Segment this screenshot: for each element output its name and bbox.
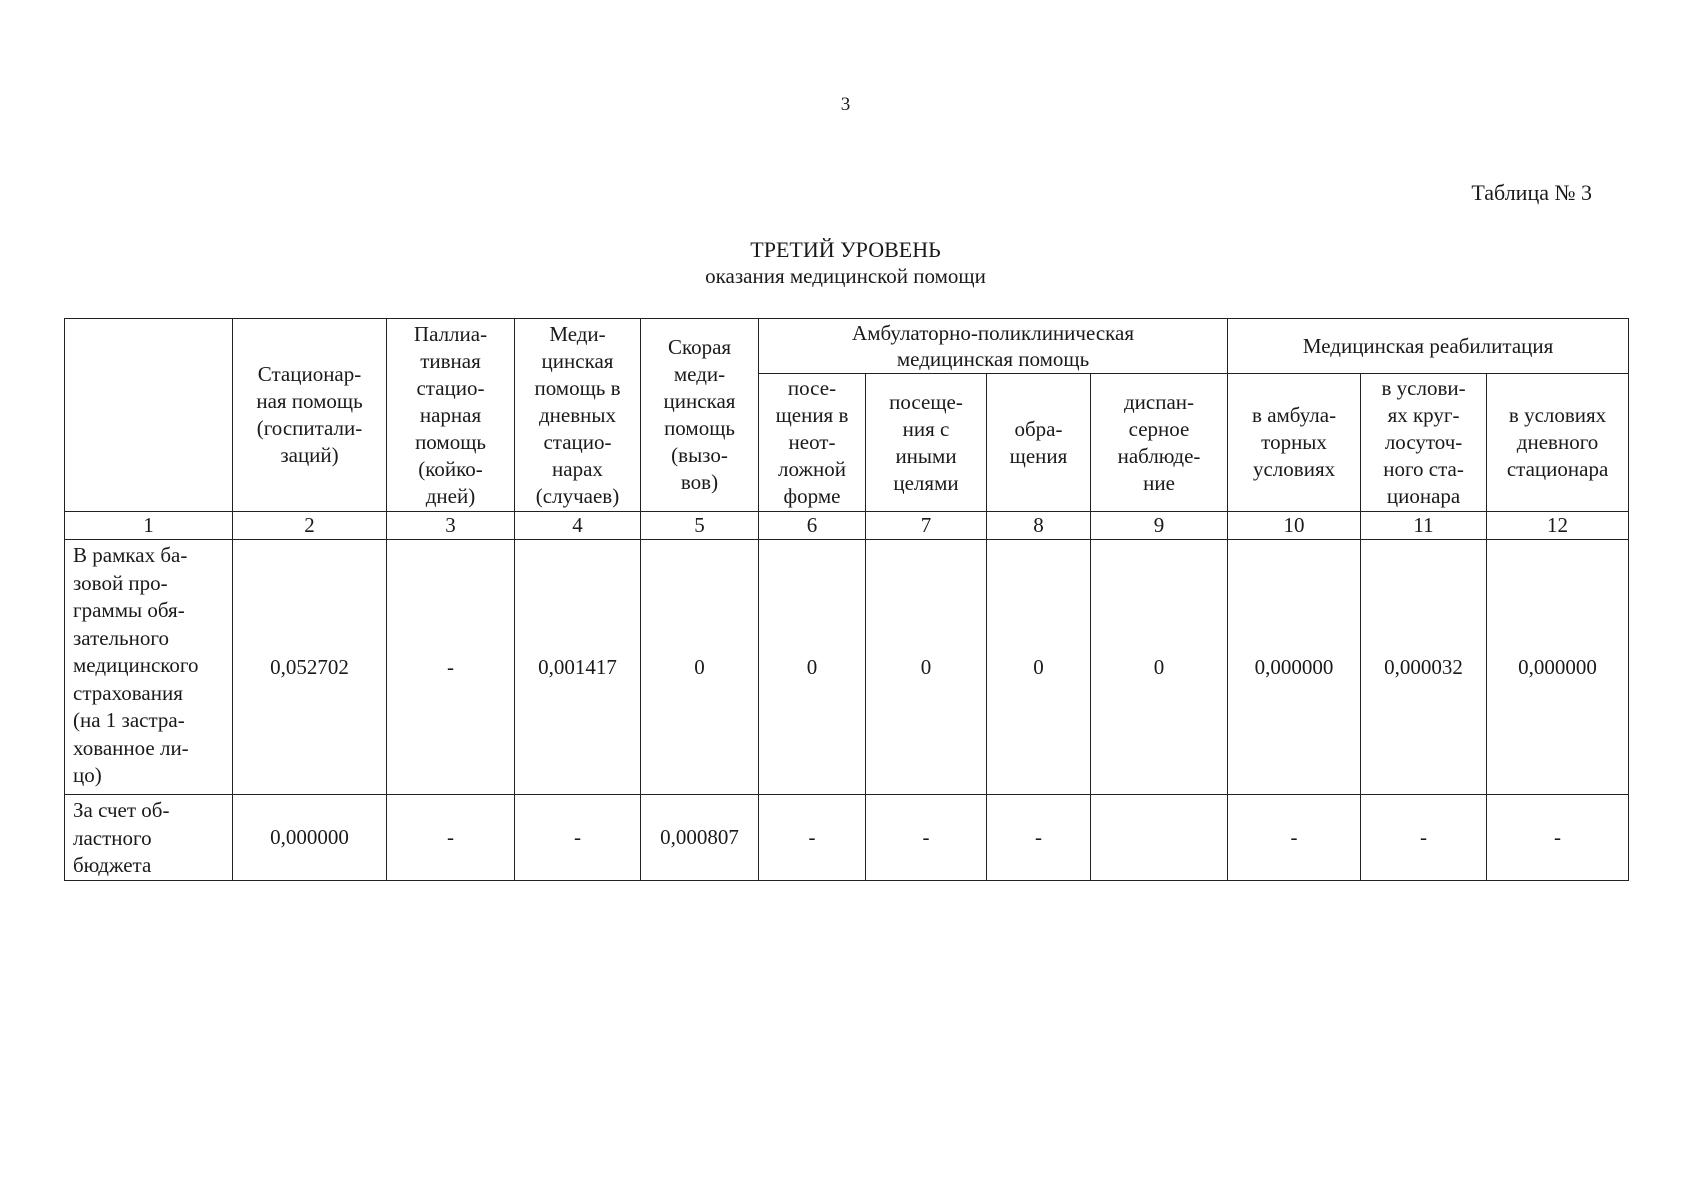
table-cell: - <box>1361 795 1487 881</box>
text-line: в услови- <box>1381 376 1466 400</box>
table-cell: - <box>515 795 641 881</box>
table-cell: 0 <box>641 540 759 795</box>
text-line: бюджета <box>73 853 152 877</box>
text-line: дневного <box>1516 430 1599 454</box>
table-cell: - <box>387 795 515 881</box>
header-other-purpose-visits <box>866 374 987 512</box>
text-line: дней) <box>425 483 476 508</box>
text-line: (на 1 застра- <box>73 708 185 732</box>
text-line: Скорая <box>667 335 732 359</box>
header-inpatient-care <box>233 319 387 512</box>
text-line: диспан- <box>1124 389 1195 414</box>
header-palliative-care <box>387 319 515 512</box>
table-cell: 0,000000 <box>233 795 387 881</box>
table-cell: 0 <box>866 540 987 795</box>
table-cell: - <box>1487 795 1629 881</box>
table-cell: 0 <box>987 540 1091 795</box>
column-number: 1 <box>65 512 233 540</box>
column-number: 7 <box>866 512 987 540</box>
table-cell: - <box>1228 795 1361 881</box>
header-urgent-visits <box>759 374 866 512</box>
row-label-regional-budget <box>65 795 233 881</box>
heading-title: ТРЕТИЙ УРОВЕНЬ <box>750 237 941 262</box>
column-number-row <box>65 512 1629 540</box>
column-number: 5 <box>641 512 759 540</box>
text-line: заций) <box>280 443 339 467</box>
table-cell: - <box>387 540 515 795</box>
text-line: щения в <box>775 403 849 427</box>
text-line: обра- <box>1014 416 1063 441</box>
header-appeals <box>987 374 1091 512</box>
table-cell: 0 <box>1091 540 1228 795</box>
text-line: Амбулаторно-поликлиническая <box>852 321 1135 345</box>
table-cell: 0,000807 <box>641 795 759 881</box>
table-cell: 0,052702 <box>233 540 387 795</box>
text-line: тивная <box>420 348 481 373</box>
header-rehab-24h-hospital <box>1361 374 1487 512</box>
text-line: За счет об- <box>73 798 170 822</box>
text-line: нарная <box>419 402 482 427</box>
text-line: (случаев) <box>535 483 620 508</box>
text-line: ложной <box>778 457 846 481</box>
text-line: дневных <box>538 402 616 427</box>
text-line: ластного <box>73 825 152 850</box>
text-line: Меди- <box>549 321 606 346</box>
text-line: зательного <box>73 625 169 650</box>
text-line: Паллиа- <box>413 321 488 346</box>
row-label-base-program <box>65 540 233 795</box>
table-cell: - <box>866 795 987 881</box>
text-line: медицинского <box>73 653 199 677</box>
text-line: помощь в <box>534 375 621 400</box>
text-line: (госпитали- <box>256 416 363 440</box>
text-line: вов) <box>680 470 719 494</box>
text-line: граммы обя- <box>73 598 185 622</box>
text-line: меди- <box>673 362 726 386</box>
column-number: 3 <box>387 512 515 540</box>
text-line: помощь <box>415 429 486 454</box>
table-cell: 0,001417 <box>515 540 641 795</box>
text-line: Медицинская реабилитация <box>1302 334 1554 358</box>
table-cell: 0 <box>759 540 866 795</box>
column-number: 9 <box>1091 512 1228 540</box>
text-line: серное <box>1128 416 1190 441</box>
header-rehab-outpatient <box>1228 374 1361 512</box>
table-row <box>65 540 1629 795</box>
text-line: иными <box>895 443 957 468</box>
text-line: в условиях <box>1508 403 1607 427</box>
text-line: цинская <box>541 348 614 373</box>
page-number: 3 <box>840 94 851 115</box>
table-cell: 0,000000 <box>1228 540 1361 795</box>
text-line: наблюде- <box>1117 443 1201 468</box>
volumes-table <box>64 318 1629 881</box>
text-line: условиях <box>1252 457 1336 481</box>
text-line: ного ста- <box>1383 457 1464 481</box>
table-cell: 0,000000 <box>1487 540 1629 795</box>
text-line: целями <box>893 470 959 495</box>
table-cell: - <box>987 795 1091 881</box>
text-line: зовой про- <box>73 570 168 595</box>
text-line: помощь <box>664 416 735 440</box>
column-number: 12 <box>1487 512 1629 540</box>
text-line: хованное ли- <box>73 735 189 760</box>
column-number: 4 <box>515 512 641 540</box>
table-row <box>65 795 1629 881</box>
text-line: (койко- <box>418 456 483 481</box>
text-line: в амбула- <box>1252 403 1337 427</box>
text-line: (вызо- <box>671 443 728 467</box>
text-line: ная помощь <box>256 389 363 413</box>
header-group-rehabilitation <box>1228 319 1629 374</box>
text-line: ях круг- <box>1387 403 1460 427</box>
text-line: Стационар- <box>257 362 362 386</box>
column-number: 6 <box>759 512 866 540</box>
table-cell: 0,000032 <box>1361 540 1487 795</box>
header-ambulance-care <box>641 319 759 512</box>
text-line: неот- <box>788 430 836 454</box>
text-line: цинская <box>663 389 736 413</box>
column-number: 2 <box>233 512 387 540</box>
column-number: 10 <box>1228 512 1361 540</box>
column-number: 11 <box>1361 512 1487 540</box>
text-line: посе- <box>787 376 837 400</box>
text-line: лосуточ- <box>1384 430 1463 454</box>
text-line: медицинская помощь <box>896 347 1090 371</box>
header-row-label-cell <box>65 319 233 512</box>
table-cell: - <box>759 795 866 881</box>
text-line: страхования <box>73 680 183 705</box>
text-line: ционара <box>1386 484 1461 508</box>
text-line: торных <box>1261 430 1327 454</box>
text-line: стацио- <box>543 429 612 454</box>
text-line: нарах <box>552 456 603 481</box>
table-cell <box>1091 795 1228 881</box>
text-line: ния с <box>902 416 950 441</box>
table-label: Таблица № 3 <box>1471 180 1592 205</box>
text-line: стационара <box>1506 457 1609 481</box>
header-rehab-day-hospital <box>1487 374 1629 512</box>
text-line: стацио- <box>416 375 485 400</box>
text-line: щения <box>1009 443 1068 468</box>
text-line: ние <box>1143 470 1175 495</box>
header-day-hospital-care <box>515 319 641 512</box>
text-line: форме <box>783 484 841 508</box>
heading-subtitle: оказания медицинской помощи <box>705 264 986 288</box>
header-dispensary-observation <box>1091 374 1228 512</box>
text-line: посеще- <box>889 389 963 414</box>
text-line: В рамках ба- <box>73 543 188 567</box>
table-heading <box>0 237 1691 289</box>
text-line: цо) <box>73 763 102 787</box>
header-group-outpatient <box>759 319 1228 374</box>
column-number: 8 <box>987 512 1091 540</box>
